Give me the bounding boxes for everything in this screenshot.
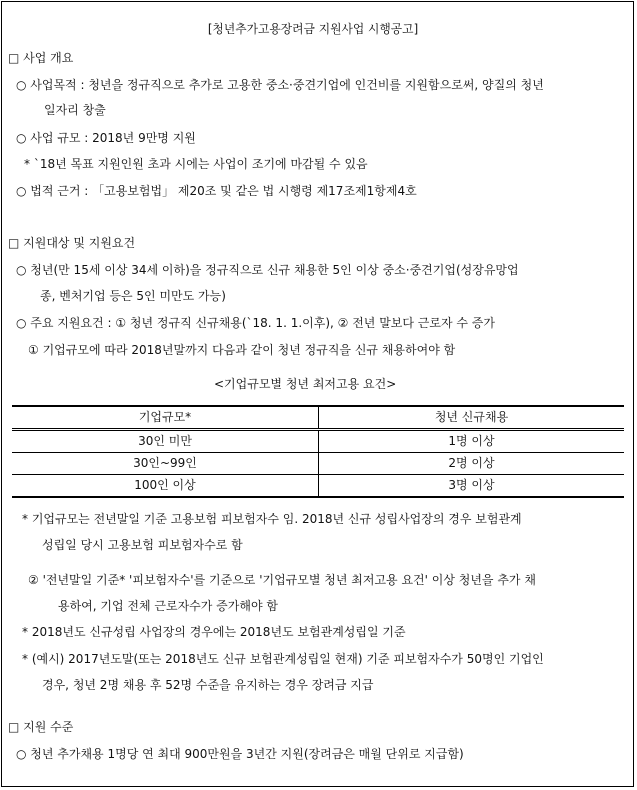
support-level-line: ○ 청년 추가채용 1명당 연 최대 900만원을 3년간 지원(장려금은 매월 단위로 지급함) [16, 747, 464, 761]
table-row [12, 430, 624, 453]
table-cell: 30인 미만 [12, 430, 319, 453]
example-note-2: 경우, 청년 2명 채용 후 52명 수준을 유지하는 경우 장려금 지급 [42, 678, 374, 692]
eligibility-line-2: 종, 벤처기업 등은 5인 미만도 가능) [40, 289, 226, 303]
purpose-line-2: 일자리 창출 [44, 103, 106, 117]
table-cell: 1명 이상 [319, 430, 625, 453]
column-header-company-size: 기업규모* [12, 406, 319, 430]
table-cell: 30인~99인 [12, 453, 319, 475]
purpose-line-1: ○ 사업목적 : 청년을 정규직으로 추가로 고용한 중소·중견기업에 인건비를 지원함으로써, 양질의 청년 [16, 78, 544, 92]
table-caption: <기업규모별 청년 최저고용 요건> [214, 377, 397, 391]
table-cell: 3명 이상 [319, 475, 625, 498]
table-row [12, 475, 624, 498]
table-header-row [12, 406, 624, 430]
column-header-new-hires: 청년 신규채용 [319, 406, 625, 430]
table-cell: 2명 이상 [319, 453, 625, 475]
legal-basis-line: ○ 법적 근거 : 「고용보험법」 제20조 및 같은 법 시행령 제17조제1항제4호 [16, 184, 417, 198]
company-size-note-2: 성립일 당시 고용보험 피보험자수로 함 [42, 538, 243, 552]
section-heading-support-level: □ 지원 수준 [8, 720, 74, 734]
requirement-2-line-2: 용하여, 기업 전체 근로자수가 증가해야 함 [58, 599, 278, 613]
requirement-1-line: ① 기업규모에 따라 2018년말까지 다음과 같이 청년 정규직을 신규 채용하여야 함 [28, 343, 456, 357]
table-cell: 100인 이상 [12, 475, 319, 498]
requirement-2-line-1: ② '전년말일 기준* '피보험자수'를 기준으로 '기업규모별 청년 최저고용 요건' 이상 청년을 추가 채 [28, 573, 536, 587]
scale-note: * `18년 목표 지원인원 초과 시에는 사업이 조기에 마감될 수 있음 [24, 157, 368, 171]
document-title: [청년추가고용장려금 지원사업 시행공고] [207, 22, 419, 36]
company-size-note-1: * 기업규모는 전년말일 기준 고용보험 피보험자수 임. 2018년 신규 성립사업장의 경우 보험관계 [22, 512, 522, 526]
table-row [12, 453, 624, 475]
section-heading-overview: □ 사업 개요 [8, 51, 74, 65]
new-business-note: * 2018년도 신규성립 사업장의 경우에는 2018년도 보험관계성립일 기준 [22, 625, 406, 639]
notice-document [1, 1, 634, 787]
hiring-requirements-table [12, 405, 624, 498]
eligibility-line-1: ○ 청년(만 15세 이상 34세 이하)을 정규직으로 신규 채용한 5인 이상 중소·중견기업(성장유망업 [16, 263, 519, 277]
section-heading-eligibility: □ 지원대상 및 지원요건 [8, 236, 136, 250]
requirements-line: ○ 주요 지원요건 : ① 청년 정규직 신규채용(`18. 1. 1.이후), ② 전년 말보다 근로자 수 증가 [16, 316, 495, 330]
scale-line: ○ 사업 규모 : 2018년 9만명 지원 [16, 131, 196, 145]
example-note-1: * (예시) 2017년도말(또는 2018년도 신규 보험관계성립일 현재) 기준 피보험자수가 50명인 기업인 [22, 652, 544, 666]
